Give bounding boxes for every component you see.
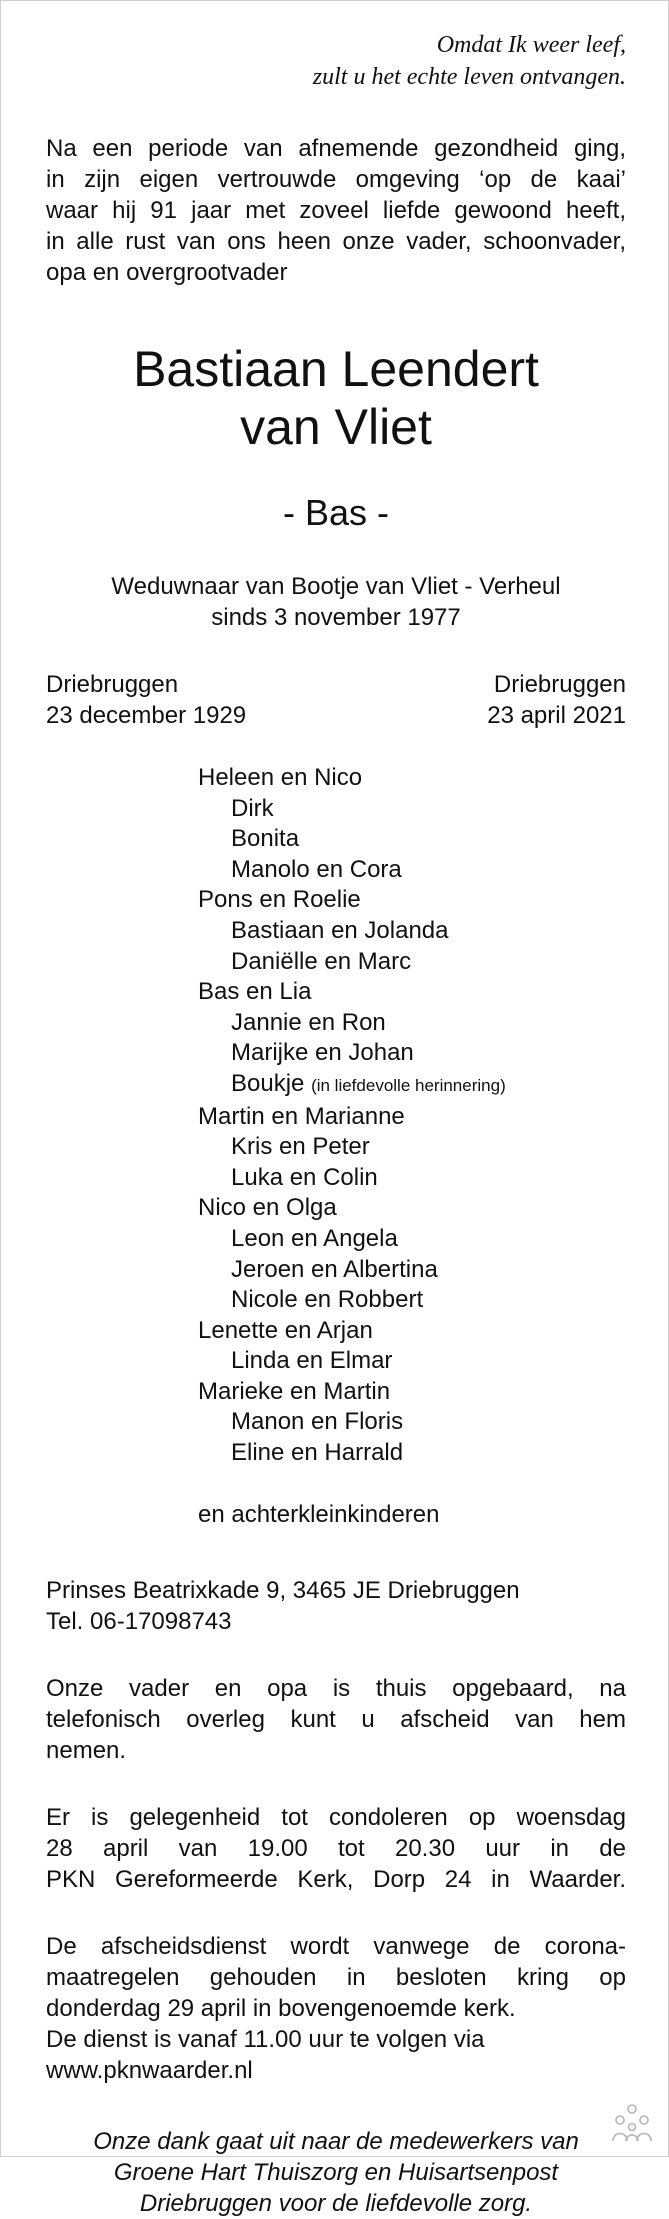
family-child: Lenette en Arjan bbox=[198, 1316, 373, 1344]
death-date: 23 april 2021 bbox=[487, 702, 626, 729]
condolence-line-2: 28 april van 19.00 tot 20.30 uur in de bbox=[46, 1834, 626, 1862]
widower-line-2: sinds 3 november 1977 bbox=[211, 604, 461, 631]
service-line-4: De dienst is vanaf 11.00 uur te volgen via bbox=[46, 2025, 485, 2053]
service-website: www.pknwaarder.nl bbox=[46, 2056, 253, 2084]
family-child: Heleen en Nico bbox=[198, 764, 363, 791]
birth-info bbox=[46, 669, 246, 731]
viewing-line-2: telefonisch overleg kunt u afscheid van hem bbox=[46, 1705, 626, 1733]
death-place: Driebruggen bbox=[493, 671, 626, 698]
intro-line-2: in zijn eigen vertrouwde omgeving ‘op de kaai’ bbox=[46, 166, 626, 193]
family-child: Nico en Olga bbox=[198, 1194, 337, 1222]
family-grandchild: Manolo en Cora bbox=[231, 855, 402, 883]
family-child: Pons en Roelie bbox=[198, 886, 361, 914]
family-grandchild: Leon en Angela bbox=[231, 1224, 398, 1252]
death-info bbox=[487, 669, 626, 731]
family-grandchild: Jeroen en Albertina bbox=[231, 1255, 438, 1283]
great-grandchildren: en achterkleinkinderen bbox=[198, 1500, 440, 1528]
family-grandchild: Luka en Colin bbox=[231, 1163, 378, 1191]
family-grandchild: Kris en Peter bbox=[231, 1133, 370, 1161]
obituary-content bbox=[46, 29, 626, 2219]
widower-notice bbox=[46, 571, 626, 633]
viewing-line-3: nemen. bbox=[46, 1736, 127, 1764]
thanks-line-1: Onze dank gaat uit naar de medewerkers van bbox=[93, 2127, 579, 2155]
deceased-nickname: - Bas - bbox=[282, 492, 389, 533]
service-paragraph bbox=[46, 1931, 626, 2086]
family-grandchild-memorial bbox=[198, 1069, 626, 1102]
family-grandchild: Bonita bbox=[231, 825, 300, 853]
viewing-line-1: Onze vader en opa is thuis opgebaard, na bbox=[46, 1674, 626, 1702]
family-child: Marieke en Martin bbox=[198, 1377, 391, 1405]
intro-line-4: in alle rust van ons heen onze vader, schoonvader, bbox=[46, 228, 626, 255]
intro-text bbox=[46, 133, 626, 288]
address-street: Prinses Beatrixkade 9, 3465 JE Driebruggen bbox=[46, 1576, 520, 1604]
birth-date: 23 december 1929 bbox=[46, 702, 247, 729]
thanks-line-2: Groene Hart Thuiszorg en Huisartsenpost bbox=[113, 2158, 559, 2186]
family-grandchild: Bastiaan en Jolanda bbox=[231, 916, 449, 944]
condolence-paragraph bbox=[46, 1802, 626, 1895]
condolence-line-3: PKN Gereformeerde Kerk, Dorp 24 in Waarder. bbox=[46, 1865, 626, 1893]
family-list bbox=[198, 763, 626, 1469]
family-child: Bas en Lia bbox=[198, 978, 312, 1006]
family-grandchild: Nicole en Robbert bbox=[231, 1286, 424, 1314]
intro-line-1: Na een periode van afnemende gezondheid ging, bbox=[46, 135, 626, 162]
family-grandchild: Jannie en Ron bbox=[231, 1008, 386, 1036]
service-line-3: donderdag 29 april in bovengenoemde kerk. bbox=[46, 1994, 516, 2022]
thanks-message bbox=[46, 2126, 626, 2219]
family-grandchild: Dirk bbox=[231, 794, 274, 822]
service-line-2: maatregelen gehouden in besloten kring op bbox=[46, 1963, 626, 1991]
memorial-name: Boukje bbox=[231, 1069, 305, 1097]
widower-line-1: Weduwnaar van Bootje van Vliet - Verheul bbox=[111, 573, 561, 600]
memorial-note: (in liefdevolle herinnering) bbox=[311, 1075, 506, 1095]
life-dates bbox=[46, 669, 626, 731]
service-line-1: De afscheidsdienst wordt vanwege de corona- bbox=[46, 1932, 626, 1960]
family-child: Martin en Marianne bbox=[198, 1102, 405, 1130]
birth-place: Driebruggen bbox=[46, 671, 179, 698]
family-people-icon bbox=[609, 2103, 655, 2143]
family-grandchild: Manon en Floris bbox=[231, 1408, 404, 1436]
intro-line-3: waar hij 91 jaar met zoveel liefde gewoond heeft, bbox=[46, 197, 626, 224]
motto-line-1: Omdat Ik weer leef, bbox=[436, 32, 626, 58]
deceased-name-line-1: Bastiaan Leendert bbox=[133, 341, 539, 397]
condolence-line-1: Er is gelegenheid tot condoleren op woensdag bbox=[46, 1803, 626, 1831]
address-block bbox=[46, 1575, 626, 1637]
viewing-paragraph bbox=[46, 1673, 626, 1766]
intro-line-5: opa en overgrootvader bbox=[46, 259, 288, 286]
family-grandchild: Linda en Elmar bbox=[231, 1347, 393, 1375]
motto-line-2: zult u het echte leven ontvangen. bbox=[312, 64, 626, 90]
deceased-name-line-2: van Vliet bbox=[240, 399, 432, 455]
motto bbox=[46, 29, 626, 93]
thanks-line-3: Driebruggen voor de liefdevolle zorg. bbox=[139, 2189, 533, 2217]
address-phone: Tel. 06-17098743 bbox=[46, 1607, 232, 1635]
family-grandchild: Daniëlle en Marc bbox=[231, 947, 412, 975]
deceased-name bbox=[46, 340, 626, 456]
family-grandchild: Eline en Harrald bbox=[231, 1439, 404, 1467]
family-grandchild: Marijke en Johan bbox=[231, 1039, 414, 1067]
